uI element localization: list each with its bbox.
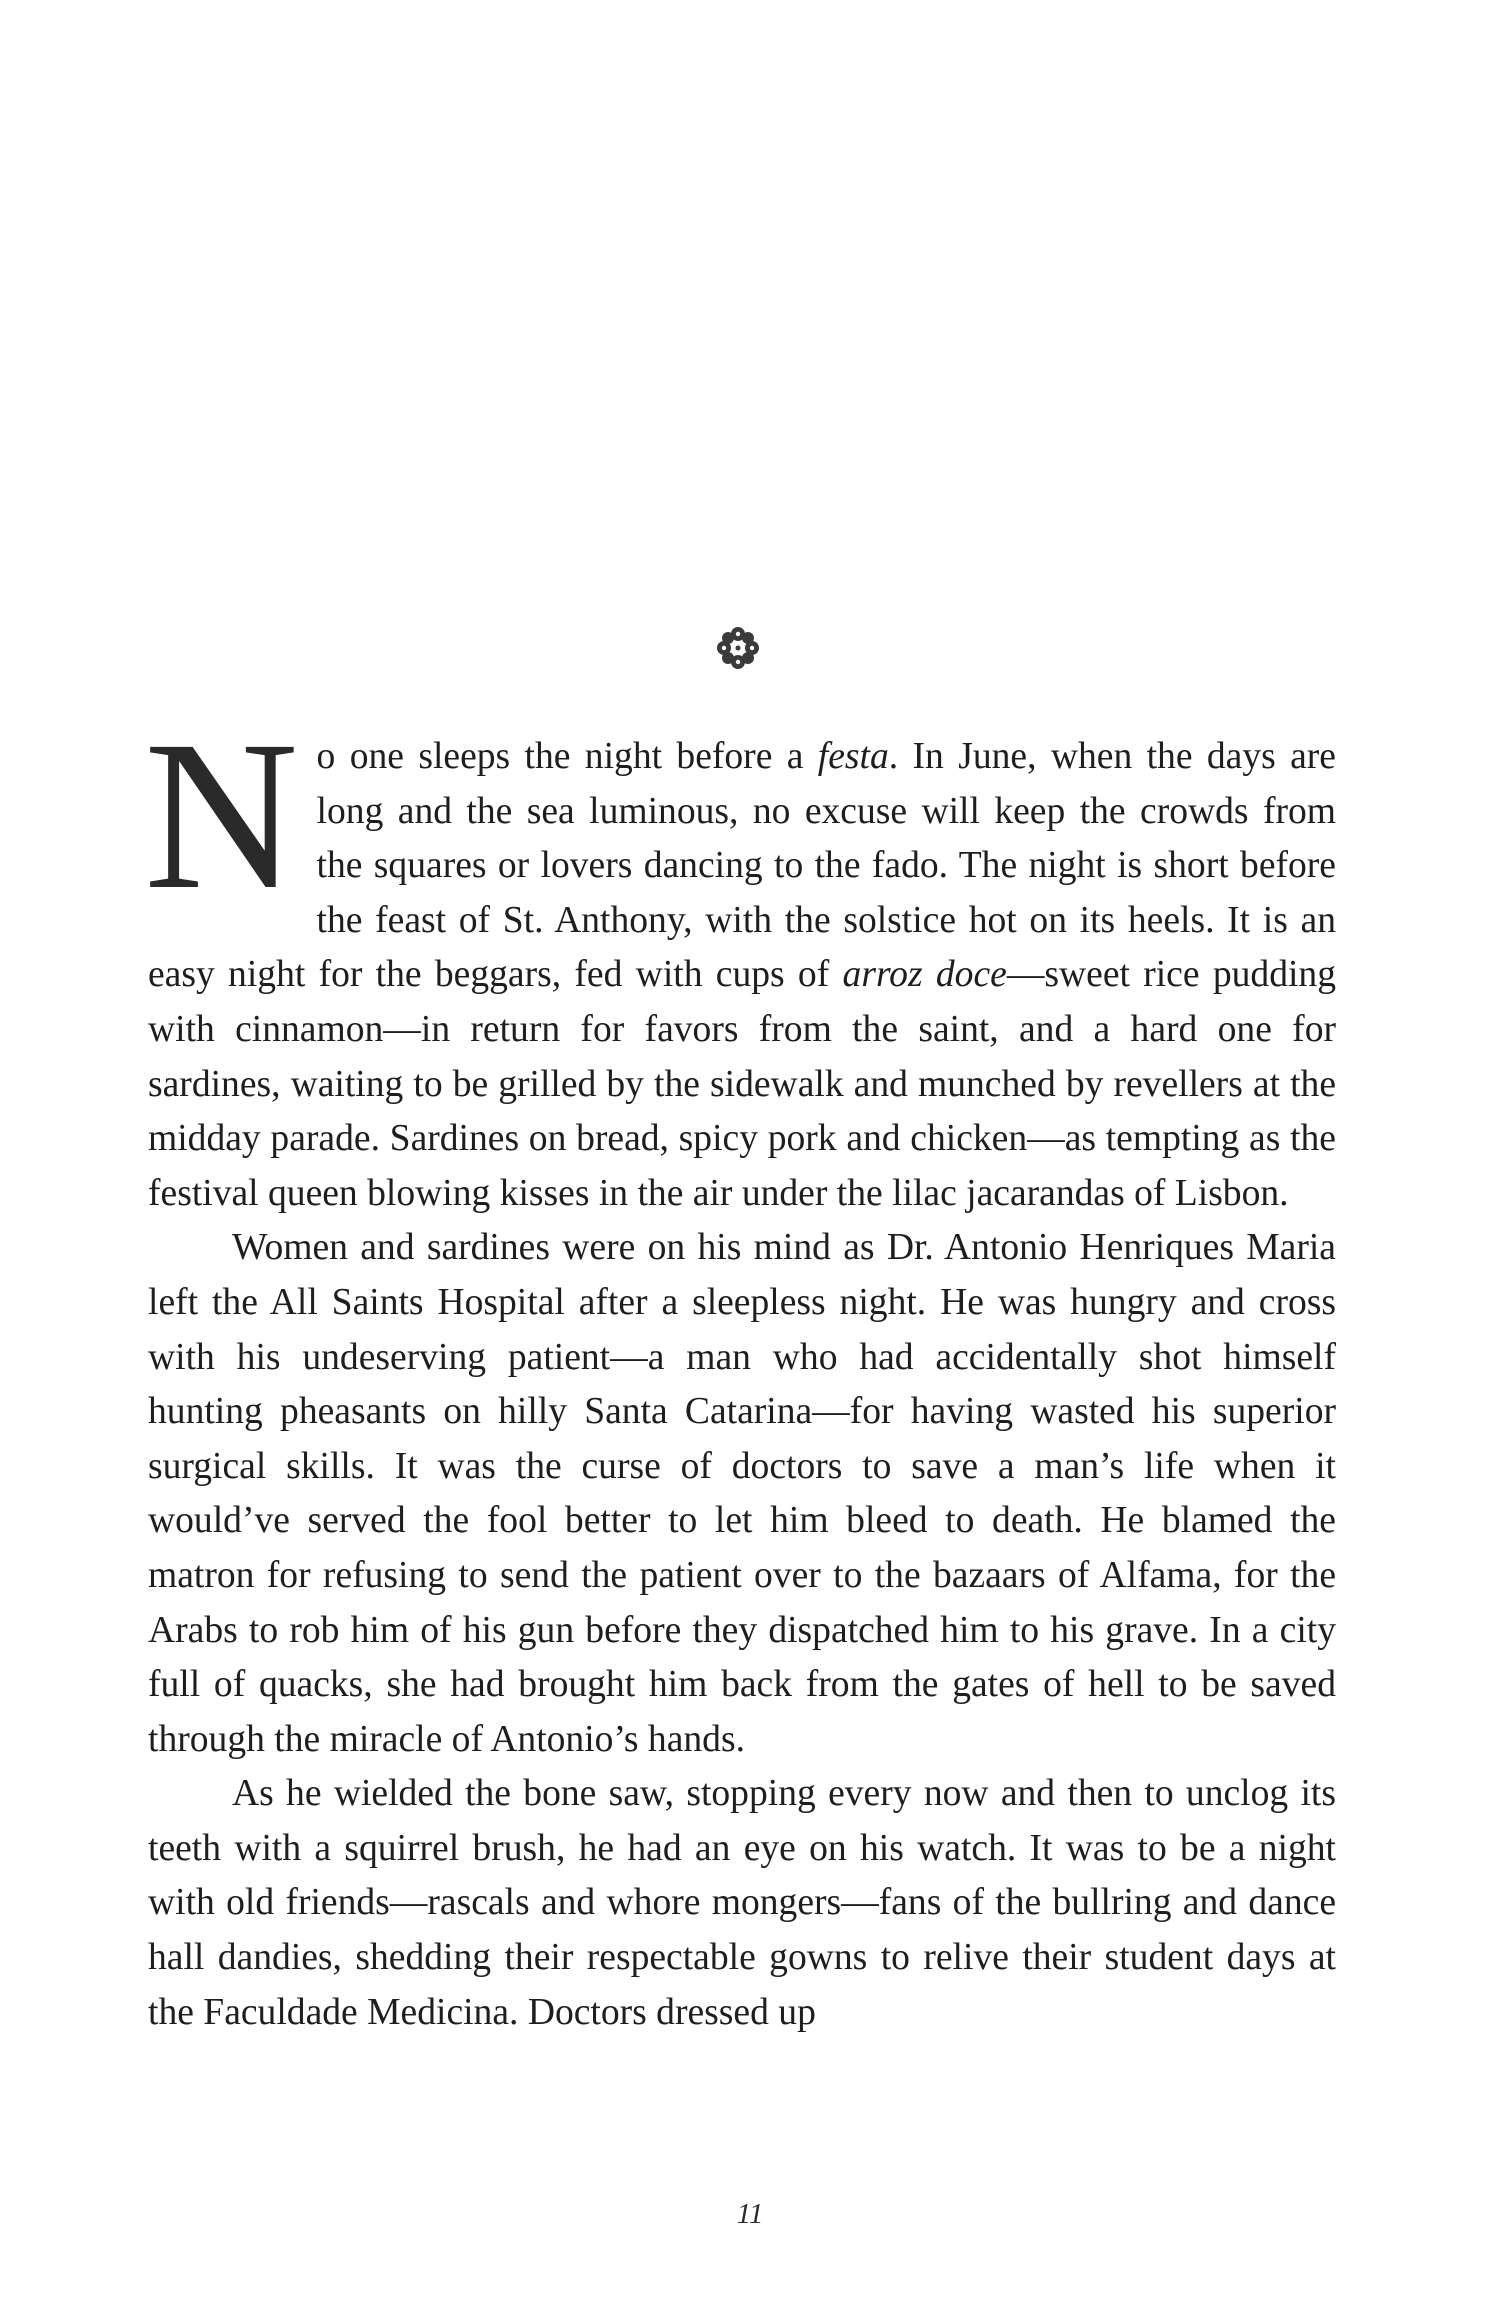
festa-italic: festa [817,736,889,777]
arroz-doce-italic: arroz doce [842,954,1007,996]
paragraph-1-rest: —sweet rice pudding with cinnamon—in return for favors from the saint, and a hard one for sardines, waiting to be grilled by the sidewalk and munched by revellers at the midday parade. Sardines on bread, spicy pork and chicken—as tempting as the festival queen blowing kisses in the air under the lilac jacarandas of Lisbon. [148,954,1337,1214]
paragraph-1 [144,697,1337,1221]
paragraph-2: Women and sardines were on his mind as Dr. Antonio Henriques Maria left the All Saints Hospital after a sleepless night. He was hungry and cross with his undeserving patient—a man who had accidentally shot himself hunting pheasants on hilly Santa Catarina—for having wasted his superior surgical skills. It was the curse of doctors to save a man’s life when it would’ve served the fool better to let him bleed to death. He blamed the matron for refusing to send the patient over to the bazaars of Alfama, for the Arabs to rob him of his gun before they dispatched him to his grave. In a city full of quacks, she had brought him back from the gates of hell to be saved through the miracle of Antonio’s hands. [148,1227,1336,1760]
body-text [144,697,1337,2040]
flower-ornament-icon [716,626,760,670]
drop-cap: N [144,697,299,934]
paragraph-3: As he wielded the bone saw, stopping every now and then to unclog its teeth with a squirrel brush, he had an eye on his watch. It was to be a night with old friends—rascals and whore mongers—fans of the bullring and dance hall dandies, shedding their respectable gowns to relive their student days at the Faculdade Medicina. Doctors dressed up [148,1773,1336,2033]
paragraph-1-middle: . In June, when the days are long and the sea luminous, no excuse will keep the crowds from the squares or lovers dancing to the fado. The night is short before the feast of St. Anthony, with the solstice hot on its heels. It is an easy night for the beggars, fed with cups of [148,736,1336,996]
page-number: 11 [736,2198,764,2230]
paragraph-1-lead: o one sleeps the night before a [316,736,818,777]
